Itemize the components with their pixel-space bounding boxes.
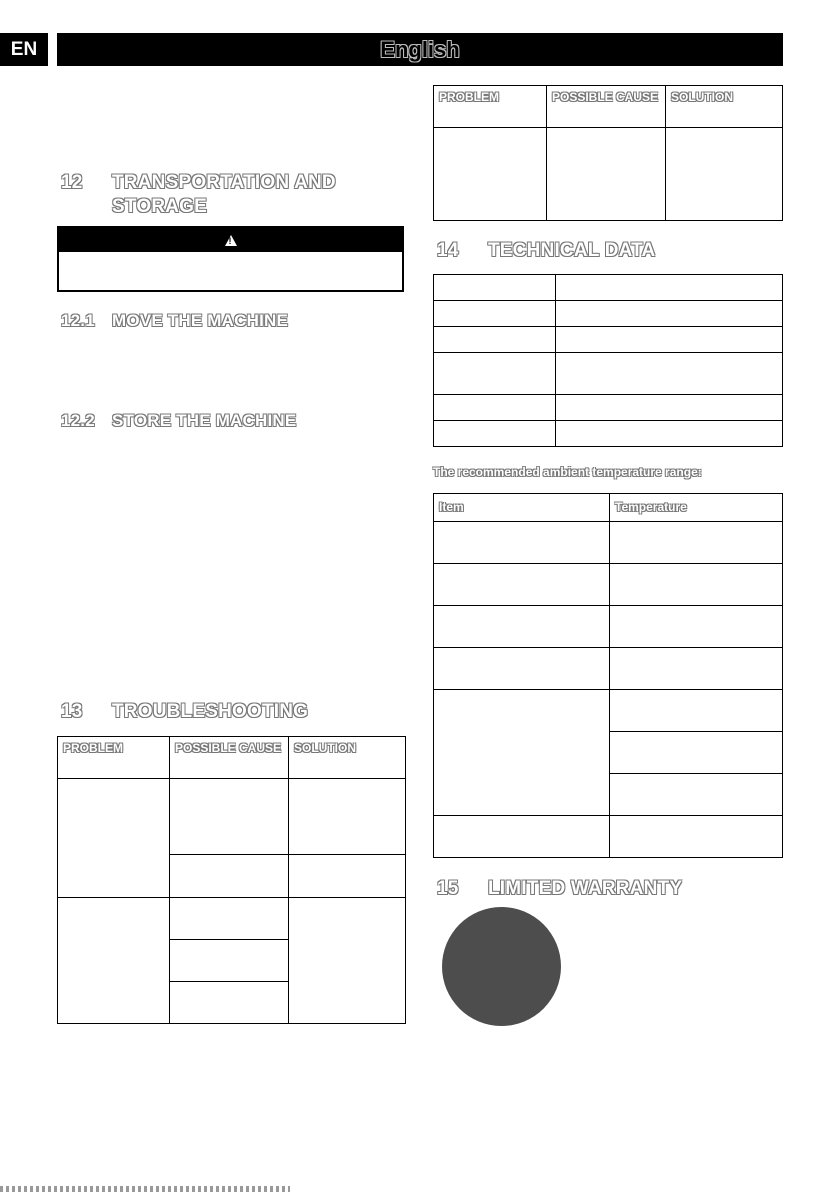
footer-line	[0, 1186, 290, 1192]
table-cell	[170, 982, 289, 1024]
section-12-heading	[61, 171, 421, 221]
table-cell	[58, 779, 170, 898]
table-cell	[289, 898, 406, 1024]
table-cell	[58, 898, 170, 1024]
language-title: English	[380, 36, 460, 62]
section-number: 12.1	[61, 311, 95, 330]
section-14-heading	[437, 239, 797, 263]
section-title: TECHNICAL DATA	[488, 240, 656, 261]
section-number: 14	[437, 240, 459, 261]
table-cell	[610, 774, 783, 816]
table-cell	[434, 128, 547, 221]
warning-box	[57, 226, 404, 292]
column-header-cause: POSSIBLE CAUSE	[170, 737, 289, 779]
section-title: STORE THE MACHINE	[112, 411, 297, 430]
table-cell	[610, 816, 783, 858]
table-cell	[170, 898, 289, 940]
section-number: 12	[61, 172, 83, 193]
table-cell	[170, 940, 289, 982]
table-cell	[434, 421, 556, 447]
ambient-caption: The recommended ambient temperature range:	[433, 465, 702, 479]
table-cell	[170, 779, 289, 855]
section-title: LIMITED WARRANTY	[488, 878, 683, 899]
section-12-1-heading	[61, 309, 421, 333]
section-number: 12.2	[61, 411, 95, 430]
ambient-temperature-table	[433, 493, 783, 858]
troubleshooting-table-continued	[433, 85, 783, 221]
table-cell	[434, 522, 610, 564]
troubleshooting-table	[57, 736, 406, 1024]
technical-data-table	[433, 274, 783, 447]
table-cell	[434, 648, 610, 690]
section-13-heading	[61, 700, 421, 724]
table-cell	[434, 275, 556, 301]
language-code-badge	[0, 33, 48, 66]
table-cell	[170, 855, 289, 898]
column-header-solution: SOLUTION	[289, 737, 406, 779]
section-number: 13	[61, 701, 83, 722]
column-header-item: Item	[434, 494, 610, 522]
section-title: TRANSPORTATION AND STORAGE	[112, 172, 336, 217]
section-12-2-heading	[61, 409, 421, 433]
table-cell	[547, 128, 666, 221]
warranty-badge	[442, 907, 561, 1026]
table-cell	[556, 395, 783, 421]
table-cell	[289, 779, 406, 855]
column-header-problem: PROBLEM	[58, 737, 170, 779]
table-cell	[434, 395, 556, 421]
table-cell	[434, 690, 610, 816]
language-code: EN	[10, 38, 38, 60]
section-title: MOVE THE MACHINE	[112, 311, 289, 330]
table-cell	[434, 327, 556, 353]
table-cell	[610, 522, 783, 564]
table-cell	[556, 353, 783, 395]
column-header-cause: POSSIBLE CAUSE	[547, 86, 666, 128]
warning-triangle-icon	[225, 235, 237, 246]
table-cell	[610, 606, 783, 648]
table-cell	[610, 690, 783, 732]
column-header-solution: SOLUTION	[666, 86, 783, 128]
section-15-heading	[437, 877, 797, 901]
table-cell	[434, 816, 610, 858]
table-cell	[289, 855, 406, 898]
table-cell	[434, 606, 610, 648]
column-header-temperature: Temperature	[610, 494, 783, 522]
table-cell	[610, 564, 783, 606]
warning-bar	[59, 228, 402, 252]
table-cell	[610, 732, 783, 774]
table-cell	[556, 301, 783, 327]
table-cell	[556, 421, 783, 447]
language-bar	[57, 33, 783, 66]
table-cell	[434, 564, 610, 606]
table-cell	[434, 353, 556, 395]
table-cell	[666, 128, 783, 221]
table-cell	[556, 327, 783, 353]
section-number: 15	[437, 878, 459, 899]
section-title: TROUBLESHOOTING	[112, 701, 309, 722]
table-cell	[556, 275, 783, 301]
table-cell	[610, 648, 783, 690]
table-cell	[434, 301, 556, 327]
column-header-problem: PROBLEM	[434, 86, 547, 128]
